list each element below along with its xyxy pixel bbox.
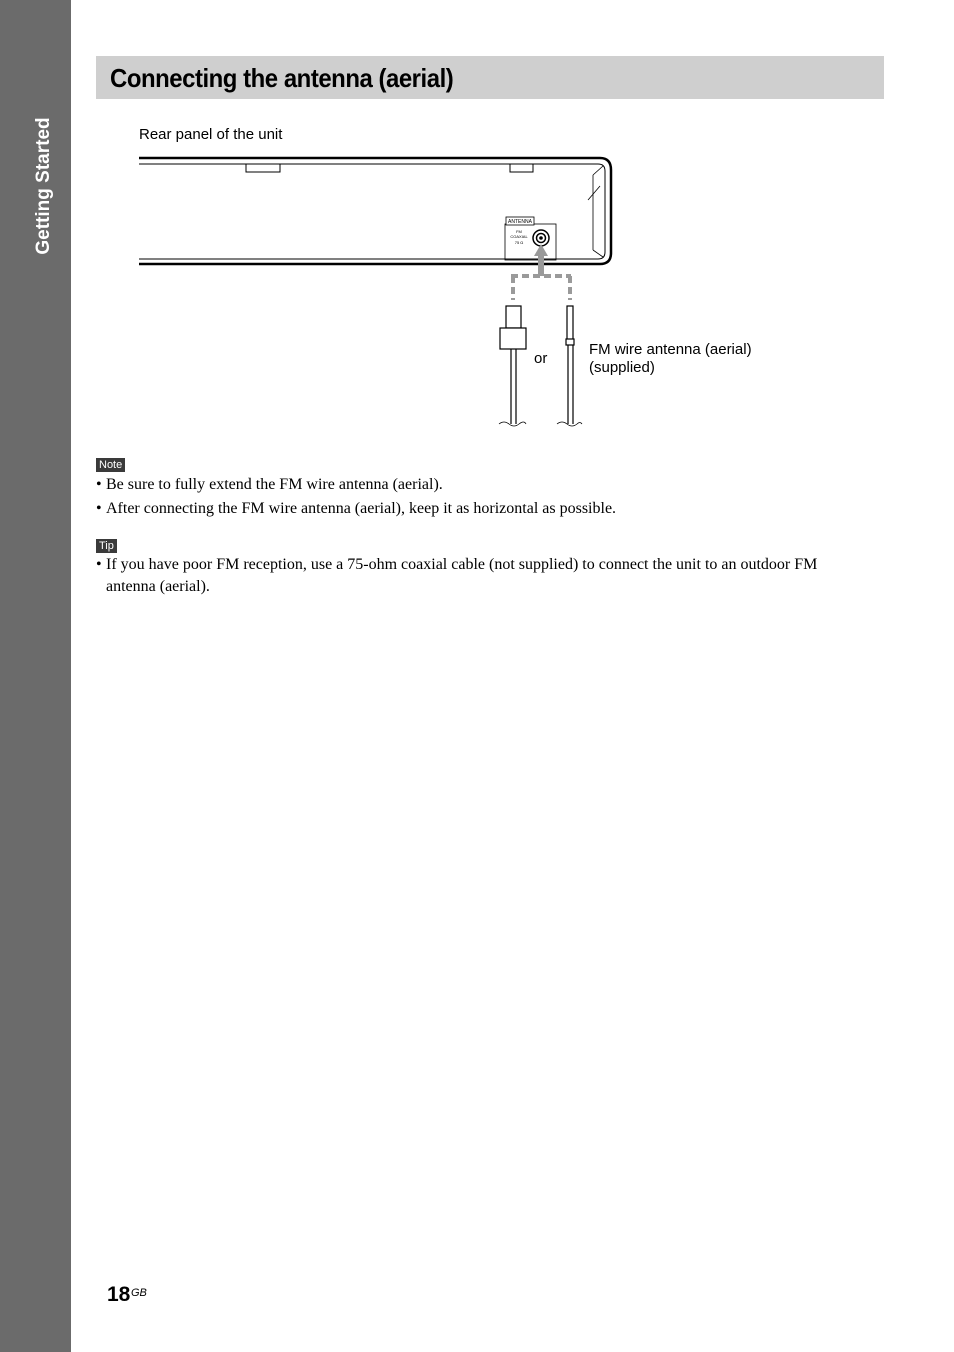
note-item-text: Be sure to fully extend the FM wire antenna (aerial). [106,476,443,493]
tip-badge: Tip [96,539,117,553]
antenna-jack-panel [505,217,556,260]
rear-panel-diagram [0,0,954,440]
jack-label-fm: FM [516,229,522,234]
side-tab-label: Getting Started [33,117,54,255]
bullet: • [96,500,102,517]
note-item [96,498,886,520]
tip-item-text: If you have poor FM reception, use a 75-ohm coaxial cable (not supplied) to connect the unit to an outdoor FM antenna (aerial). [106,556,818,595]
fm-antenna-label-line1: FM wire antenna (aerial) [589,341,752,358]
wire-antenna-option [557,306,582,426]
note-badge: Note [96,458,125,472]
section-title: Connecting the antenna (aerial) [110,63,454,93]
tip-item [96,554,871,598]
rear-panel-label: Rear panel of the unit [139,126,283,143]
coaxial-plug-option [499,306,526,426]
dashed-branch [511,276,571,300]
jack-label-ohm: 75 Ω [514,240,524,245]
fm-antenna-label-line2: (supplied) [589,359,655,376]
bullet: • [96,556,102,573]
note-item-text: After connecting the FM wire antenna (aerial), keep it as horizontal as possible. [106,500,617,517]
bullet: • [96,476,102,493]
note-item [96,474,886,496]
page-suffix: GB [131,1287,147,1299]
jack-label-antenna: ANTENNA [508,219,532,225]
or-label: or [534,350,548,367]
page-number: 18 [107,1283,131,1306]
jack-label-coaxial: COAXIAL [510,234,528,239]
antenna-connection-figure [0,0,954,440]
